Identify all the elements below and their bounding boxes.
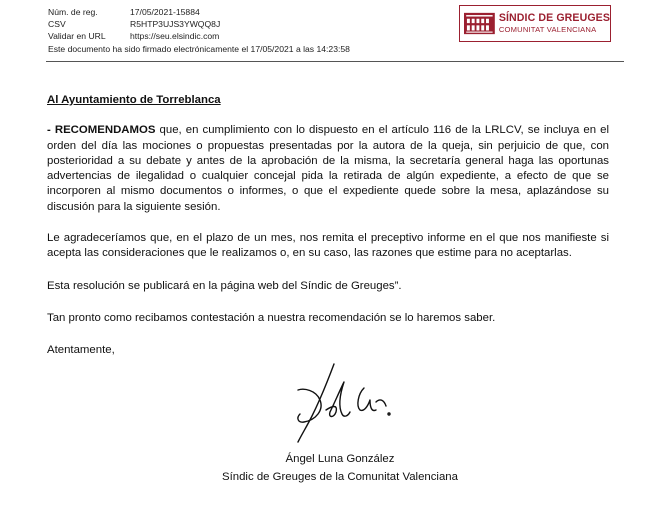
recipient: Al Ayuntamiento de Torreblanca [47,94,221,106]
report-request-paragraph: Le agradeceríamos que, en el plazo de un mes, nos remita el preceptivo informe en el que nos manifieste si acepta las consideraciones que le realizamos o, en su caso, las razones que estime para no aceptarlas. [47,232,609,260]
recommend-lead: - RECOMENDAMOS [47,124,156,137]
header-divider [46,61,624,62]
meta-row-url [48,30,350,42]
sindic-logo [459,5,611,42]
validation-url[interactable]: https://seu.elsindic.com [130,31,220,42]
document-metadata [48,6,350,55]
logo-subtitle: COMUNITAT VALENCIANA [498,25,597,34]
building-icon [464,9,495,38]
signatory-block [210,451,470,486]
signatory-name: Ángel Luna González [285,453,395,465]
meta-row-registry [48,6,350,18]
letter-body [47,93,609,359]
meta-label: Núm. de reg. [48,7,98,17]
recommend-body: que, en cumplimiento con lo dispuesto en el artículo 116 de la LRLCV, se incluya en el orden del día las mociones o propuestas presentadas por la autora de la queja, sin perjuicio de que, con posterioridad a su debate y antes de la aprobación de la misma, la secretaría general haga las oportunas advertencias de ilegalidad o cualquier concejal pida la retirada de algún expediente, a efecto de que se incorporen al mismo documentos o informes, o que el expediente quede sobre la mesa, aplazándose su discusión para la siguiente sesión. [47,124,609,213]
meta-value: R5HTP3UJS3YWQQ8J [130,19,221,30]
follow-up-paragraph: Tan pronto como recibamos contestación a nuestra recomendación se lo haremos saber. [47,311,496,324]
meta-row-csv [48,18,350,30]
meta-label: Validar en URL [48,31,106,42]
recommendation-paragraph [47,123,609,215]
signatory-title: Síndic de Greuges de la Comunitat Valenciana [222,470,458,483]
meta-label: CSV [48,19,66,30]
meta-value: 17/05/2021-15884 [130,7,200,17]
handwritten-signature [290,360,410,450]
publication-paragraph: Esta resolución se publicará en la página web del Síndic de Greuges”. [47,279,402,292]
logo-text [499,13,610,33]
closing: Atentamente, [47,344,115,357]
electronic-signature-note: Este documento ha sido firmado electrónicamente el 17/05/2021 a las 14:23:58 [48,43,350,54]
logo-title: SÍNDIC DE GREUGES [498,12,610,25]
